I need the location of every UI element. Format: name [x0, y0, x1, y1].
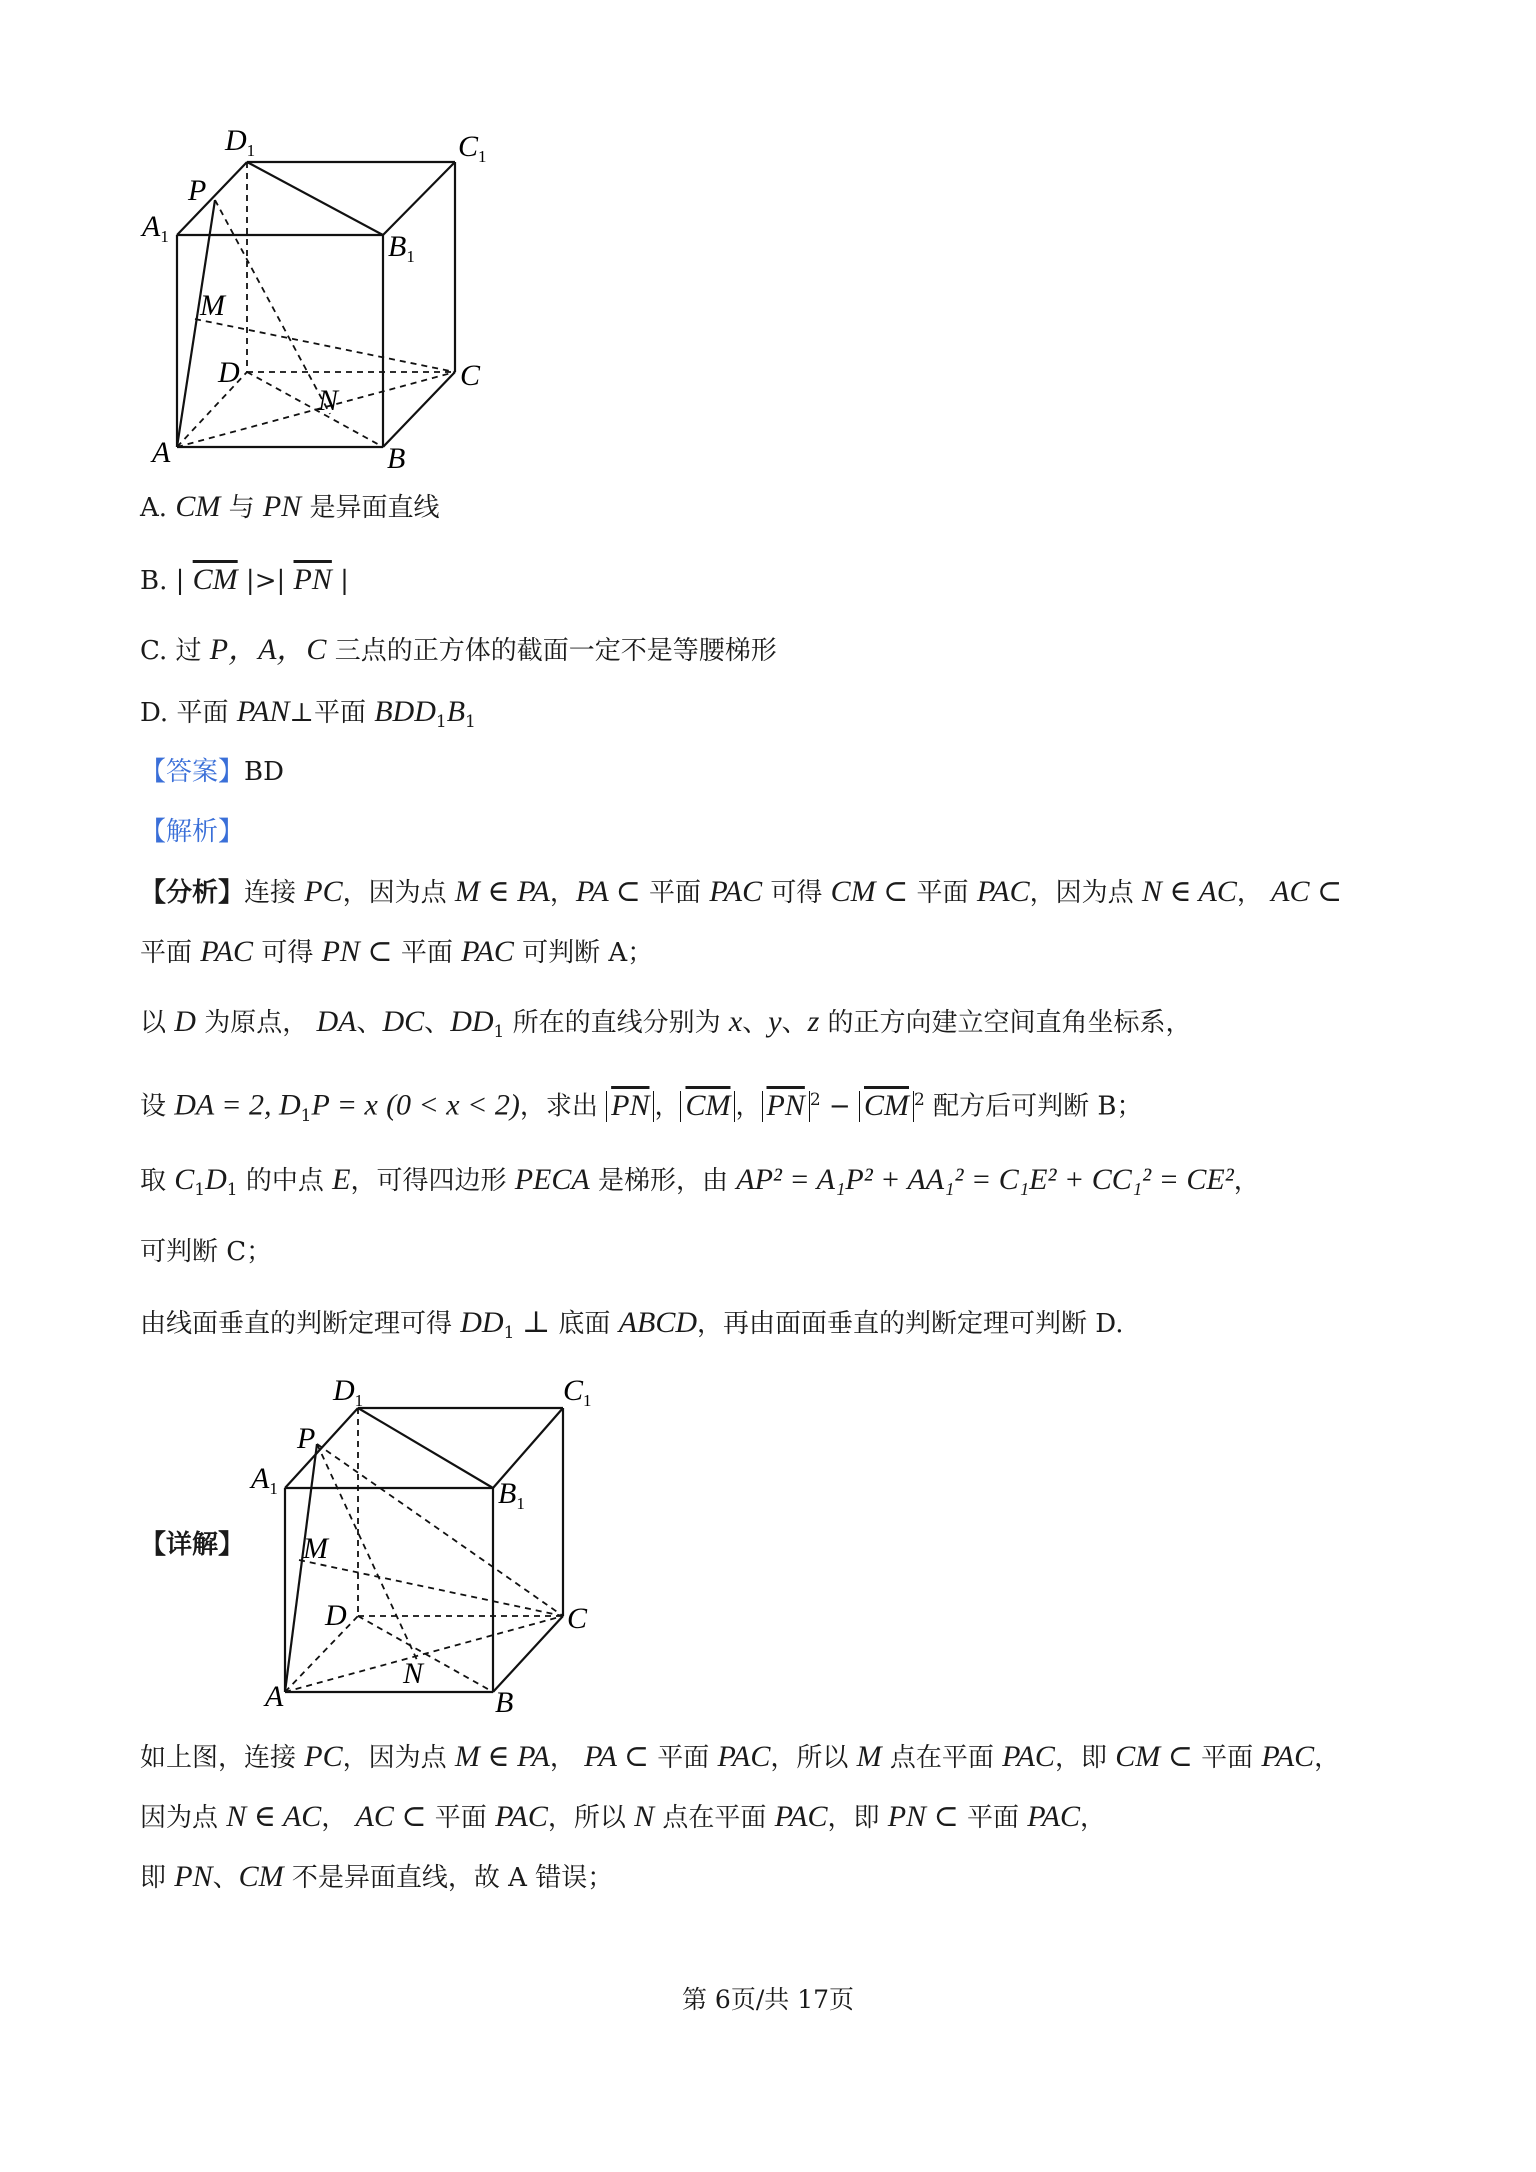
analysis-tag: 【解析】: [140, 817, 245, 847]
fenxi-line-7: 由线面垂直的判断定理可得 $DD_1$ ⊥ 底面 ABCD，再由面面垂直的判断定理可判断 D.: [140, 1306, 1124, 1344]
label-m: M: [200, 289, 225, 322]
label-b1-2: $B_1$: [498, 1477, 525, 1513]
label-a-2: A: [265, 1680, 284, 1713]
label-d-2: D: [325, 1599, 347, 1632]
label-c1-2: $C_1$: [563, 1374, 592, 1410]
label-b-2: B: [495, 1686, 514, 1719]
option-b: B. | $\overline{CM}$ |>| $\overline{PN}$ |: [140, 563, 349, 596]
label-c: C: [460, 359, 481, 392]
answer: 【答案】BD: [140, 757, 284, 787]
label-n-2: N: [403, 1657, 424, 1690]
label-d1-2: $D_1$: [333, 1374, 364, 1410]
label-c1: $C_1$: [458, 130, 487, 166]
label-a1: $A_1$: [142, 210, 169, 246]
label-d: D: [218, 356, 240, 389]
label-c-2: C: [567, 1602, 588, 1635]
fenxi-line-1: 【分析】连接 PC，因为点 M ∈ PA，PA ⊂ 平面 PAC 可得 CM ⊂ 平面 PAC，因为点 N ∈ AC， AC ⊂: [140, 875, 1343, 908]
fenxi-line-3: 以 D 为原点， DA、DC、$DD_1$ 所在的直线分别为 x、y、z 的正方向建立空间直角坐标系，: [140, 1005, 1192, 1043]
label-d1: $D_1$: [225, 124, 256, 160]
label-p: P: [188, 174, 207, 207]
label-n: N: [318, 384, 339, 417]
page-footer: 第 6页/共 17页: [681, 1985, 855, 2014]
detail-line-3: 即 PN、CM 不是异面直线，故 A 错误；: [140, 1860, 614, 1893]
option-d: D. 平面 PAN⊥平面 $BDD_1B_1$: [140, 695, 476, 733]
cube-figure-top: [130, 120, 510, 480]
fenxi-line-4: 设 DA = 2, $D_1P = x$ (0 < x < 2)，求出 $\overline{PN}$ ， $\overline{CM}$ ， $\overline{PN}$ $^2 - \overline{CM}$ $^2$ 配方后可判断 B；: [140, 1088, 1143, 1126]
cube-figure-detail: [245, 1370, 605, 1720]
option-c: C. 过 P，A，C 三点的正方体的截面一定不是等腰梯形: [140, 633, 777, 666]
fenxi-line-5: 取 $C_1D_1$ 的中点 E，可得四边形 PECA 是梯形，由 AP² = A₁P² + AA₁² = C₁E² + CC₁² = CE²，: [140, 1163, 1260, 1201]
label-m-2: M: [303, 1532, 328, 1565]
fenxi-line-6: 可判断 C；: [140, 1237, 273, 1267]
label-b1: $B_1$: [388, 230, 415, 266]
option-a: A. CM 与 PN 是异面直线: [140, 490, 440, 523]
label-a1-2: $A_1$: [251, 1462, 278, 1498]
detail-line-1: 如上图，连接 PC，因为点 M ∈ PA， PA ⊂ 平面 PAC，所以 M 点在平面 PAC，即 CM ⊂ 平面 PAC，: [140, 1740, 1341, 1773]
detail-tag: 【详解】: [140, 1530, 245, 1560]
fenxi-line-2: 平面 PAC 可得 PN ⊂ 平面 PAC 可判断 A；: [140, 935, 654, 968]
label-b: B: [387, 442, 406, 475]
label-p-2: P: [297, 1422, 316, 1455]
detail-line-2: 因为点 N ∈ AC， AC ⊂ 平面 PAC，所以 N 点在平面 PAC，即 PN ⊂ 平面 PAC，: [140, 1800, 1107, 1833]
label-a: A: [152, 436, 171, 469]
